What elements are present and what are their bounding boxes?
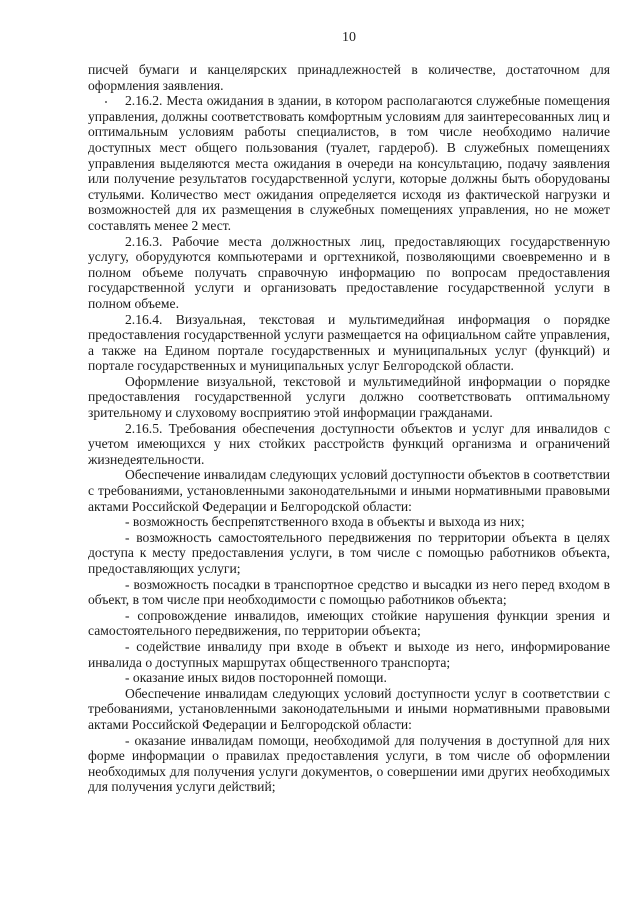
list-item: - возможность самостоятельного передвижения по территории объекта в целях доступа к месту предоставления услуги, в том числе с помощью работников объекта, предоставляющих услуги; [88,529,610,576]
paragraph-services-accessibility-intro: Обеспечение инвалидам следующих условий доступности услуг в соответствии с требованиями, установленными законодательными и иными нормативными правовыми актами Российской Федерации и Белгородской области: [88,685,610,732]
list-item: - возможность беспрепятственного входа в объекты и выхода из них; [125,514,525,530]
list-item: - содействие инвалиду при входе в объект и выходе из него, информирование инвалида о доступных маршрутах общественного транспорта; [88,638,610,670]
paragraph-2-16-4: 2.16.4. Визуальная, текстовая и мультимедийная информация о порядке предоставления государственной услуги размещается на официальном сайте управления, а также на Едином портале государственных и муниципальных услуг (функций) и портале государственных и муниципальных услуг Белгородской области. [88,311,610,374]
paragraph-objects-accessibility-intro: Обеспечение инвалидам следующих условий доступности объектов в соответствии с требованиями, установленными законодательными и иными нормативными правовыми актами Российской Федерации и Белгородской области: [88,467,610,514]
paragraph-2-16-2: 2.16.2. Места ожидания в здании, в котором располагаются служебные помещения управления, должны соответствовать комфортным условиям для заинтересованных лиц и оптимальным условиям работы специалистов, в том числе необходимо наличие доступных мест общего пользования (туалет, гардероб). В служебных помещениях управления выделяются места ожидания в очереди на консультацию, подачу заявления или получение результатов государственной услуги, которые должны быть оборудованы стульями. Количество мест ожидания определяется исходя из фактической нагрузки и возможностей для их размещения в служебных помещениях управления, но не может составлять менее 2 мест. [88,93,610,233]
list-item: - оказание инвалидам помощи, необходимой для получения в доступной для них форме информации о правилах предоставления услуги, в том числе об оформлении необходимых для получения услуги документов, о совершении ими других необходимых для получения услуги действий; [88,732,610,795]
list-item: - оказание иных видов посторонней помощи. [125,670,387,686]
paragraph-visual-info-design: Оформление визуальной, текстовой и мультимедийной информации о порядке предоставления государственной услуги должно соответствовать оптимальному зрительному и слуховому восприятию этой информации гражданами. [88,373,610,421]
document-page [88,30,610,795]
list-item: - сопровождение инвалидов, имеющих стойкие нарушения функции зрения и самостоятельного передвижения, по территории объекта; [88,607,610,639]
paragraph-2-16-3: 2.16.3. Рабочие места должностных лиц, предоставляющих государственную услугу, оборудуются компьютерами и оргтехникой, позволяющими своевременно и в полном объеме получать справочную информацию по вопросам предоставления государственной услуги и организовать предоставление государственной услуги в полном объеме. [88,233,610,311]
page-number: 10 [342,30,356,45]
paragraph-continuation: писчей бумаги и канцелярских принадлежностей в количестве, достаточном для оформления заявления. [88,62,610,93]
paragraph-2-16-5: 2.16.5. Требования обеспечения доступности объектов и услуг для инвалидов с учетом имеющихся у них стойких расстройств функций организма и ограничений жизнедеятельности. [88,420,610,467]
list-item: - возможность посадки в транспортное средство и высадки из него перед входом в объект, в том числе при необходимости с помощью работников объекта; [88,576,610,608]
